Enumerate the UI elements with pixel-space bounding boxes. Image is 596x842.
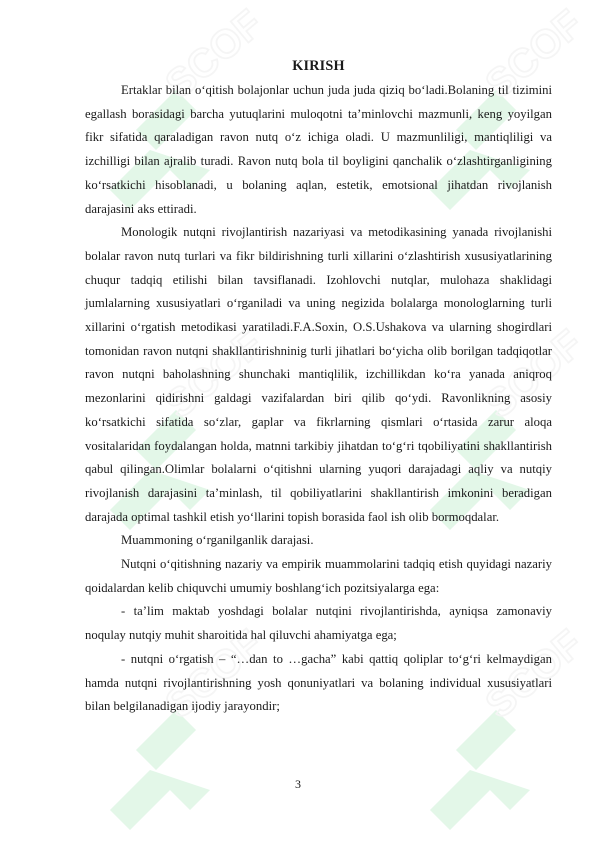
document-body	[85, 56, 552, 719]
page-number: 3	[295, 777, 301, 791]
section-heading: Muammoning o‘rganilganlik darajasi.	[121, 533, 314, 548]
paragraph: Monologik nutqni rivojlantirish nazariyasi va metodikasining yanada rivojlanishi bolalar ravon nutq turlari va fikr bildirishning turli xillarini o‘zlashtirish xususiyatlarining chuqur tadqiq etilishi bilan tavsiflanadi. Izohlovchi nutqlar, mulohaza shaklidagi jumlalarning xususiyatlari o‘rganiladi va uning negizida bolalarga monologlarning turli xillarini o‘rgatish metodikasi yaratiladi.F.A.Soxin, O.S.Ushakova va ularning shogirdlari tomonidan ravon nutqni shakllantirishninig turli jihatlari bo‘yicha olib borilgan tadqiqotlar ravon nutqni baholashning shunchaki mantiqlilik, izchillikdan ko‘ra yanada aniqroq mezonlarini qidirishni galdagi vazifalardan biri qilib qo‘ydi. Ravonlikning asosiy ko‘rsatkichi sifatida so‘zlar, gaplar va fikrlarning qismlari o‘rtasida zarur aloqa vositalaridan foydalangan holda, matnni tarkibiy jihatdan to‘g‘ri tqobiliyatini shakllantirish qabul qilingan.Olimlar bolalarni o‘qitishni ularning yuqori darajadagi aqliy va nutqiy rivojlanish darajasini ta’minlash, til qobiliyatlarini shakllantirish imkonini beradigan darajada optimal tashkil etish yo‘llarini topish borasida faol ish olib bormoqdalar.	[85, 225, 552, 524]
list-item: - ta’lim maktab yoshdagi bolalar nutqini rivojlantirishda, ayniqsa zamonaviy noqulay nutqiy muhit sharoitida hal qiluvchi ahamiyatga ega;	[85, 604, 552, 643]
list-item: - nutqni o‘rgatish – “…dan to …gacha” kabi qattiq qoliplar to‘g‘ri kelmaydigan hamda nutqni rivojlantirishning yosh qonuniyatlari va bolaning individual xususiyatlari bilan belgilanadigan ijodiy jarayondir;	[85, 651, 552, 714]
paragraph: Nutqni o‘qitishning nazariy va empirik muammolarini tadqiq etish quyidagi nazariy qoidalardan kelib chiquvchi umumiy boshlang‘ich pozitsiyalarga ega:	[85, 557, 552, 595]
page-title: KIRISH	[292, 58, 345, 74]
paragraph: Ertaklar bilan o‘qitish bolajonlar uchun juda juda qiziq bo‘ladi.Bolaning til tizimini egallash borasidagi barcha yutuqlarini muloqotni ta’minlovchi mazmunli, keng yoyilgan fikr sifatida qaraladigan ravon nutq o‘z ichiga oladi. U mazmunliligi, mantiqliligi va izchilligi bilan ajralib turadi. Ravon nutq bola til boyligini qanchalik o‘zlashtirganligining ko‘rsatkichi hisoblanadi, u bolaning aqlan, estetik, emotsional jihatdan rivojlanish darajasini aks ettiradi.	[85, 83, 552, 216]
